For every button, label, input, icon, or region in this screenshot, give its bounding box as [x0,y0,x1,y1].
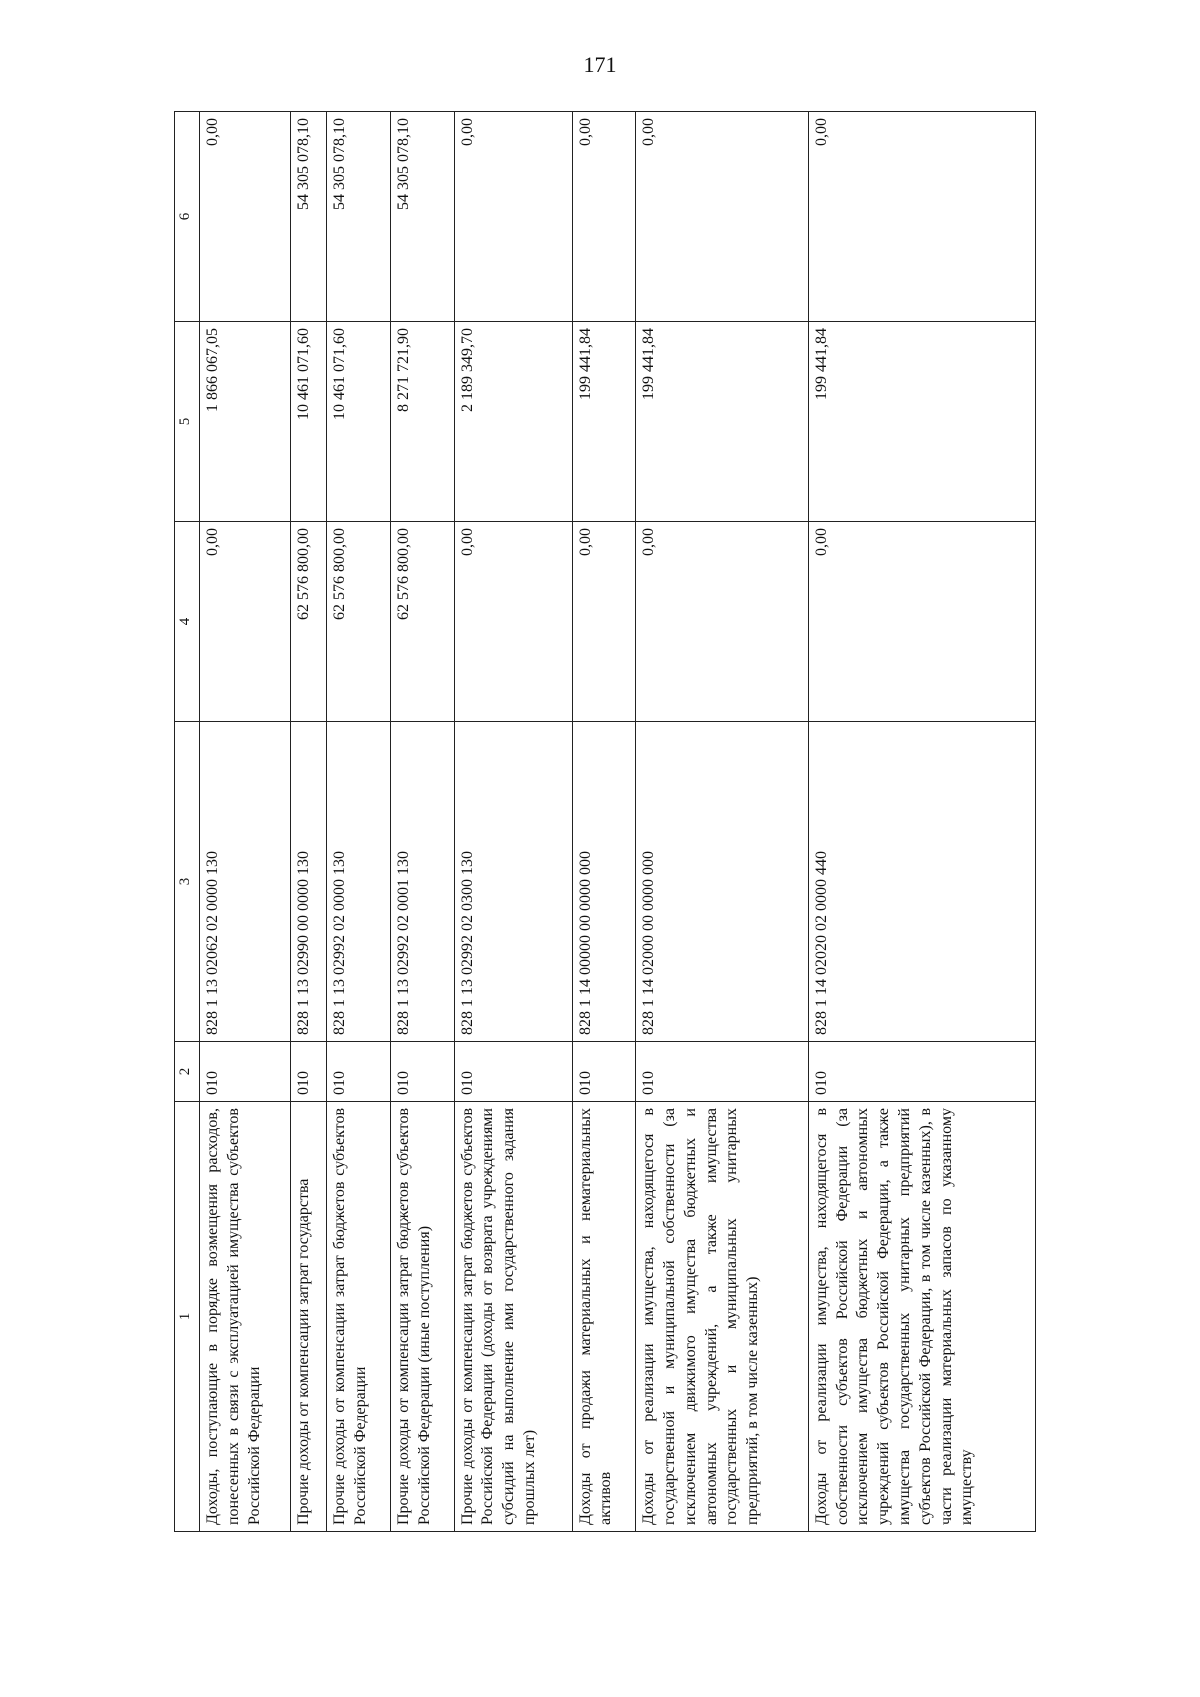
row-name: Прочие доходы от компенсации затрат бюджетов субъектов Российской Федерации (доходы от возврата учреждениями субсидий на выполнение ими государственного задания прошлых лет) [454,1102,572,1532]
row-executed: 199 441,84 [572,322,636,522]
row-unexecuted: 54 305 078,10 [290,112,326,322]
row-budget-code: 828 1 14 02000 00 0000 000 [636,722,809,1042]
row-line-code: 010 [327,1042,391,1102]
row-name: Прочие доходы от компенсации затрат государства [290,1102,326,1532]
table-row [572,112,636,1532]
row-unexecuted: 54 305 078,10 [390,112,454,322]
row-budget-code: 828 1 13 02062 02 0000 130 [200,722,291,1042]
row-unexecuted: 0,00 [200,112,291,322]
row-executed: 199 441,84 [808,322,1035,522]
row-unexecuted: 0,00 [636,112,809,322]
row-executed: 8 271 721,90 [390,322,454,522]
row-line-code: 010 [390,1042,454,1102]
table-row [327,112,391,1532]
row-name: Доходы, поступающие в порядке возмещения расходов, понесенных в связи с эксплуатацией имущества субъектов Российской Федерации [200,1102,291,1532]
table-row [200,112,291,1532]
row-unexecuted: 0,00 [454,112,572,322]
column-header-1: 1 [175,1102,200,1532]
row-line-code: 010 [636,1042,809,1102]
row-name: Прочие доходы от компенсации затрат бюджетов субъектов Российской Федерации (иные поступления) [390,1102,454,1532]
row-approved: 0,00 [808,522,1035,722]
row-line-code: 010 [200,1042,291,1102]
row-unexecuted: 0,00 [808,112,1035,322]
row-unexecuted: 0,00 [572,112,636,322]
column-header-3: 3 [175,722,200,1042]
row-budget-code: 828 1 14 00000 00 0000 000 [572,722,636,1042]
table-row [454,112,572,1532]
row-name: Доходы от реализации имущества, находящегося в собственности субъектов Российской Федерации (за исключением имущества бюджетных и автономных учреждений субъектов Российской Федерации, а также имущества государственных унитарных предприятий субъектов Российской Федерации, в том числе казенных), в части реализации материальных запасов по указанному имуществу [808,1102,1035,1532]
row-executed: 2 189 349,70 [454,322,572,522]
table-row [290,112,326,1532]
row-approved: 62 576 800,00 [327,522,391,722]
row-budget-code: 828 1 13 02992 02 0300 130 [454,722,572,1042]
row-approved: 0,00 [572,522,636,722]
table-row [636,112,809,1532]
row-name: Доходы от продажи материальных и нематериальных активов [572,1102,636,1532]
row-name: Доходы от реализации имущества, находящегося в государственной и муниципальной собственности (за исключением движимого имущества бюджетных и автономных учреждений, а также имущества государственных и муниципальных унитарных предприятий, в том числе казенных) [636,1102,809,1532]
row-approved: 62 576 800,00 [390,522,454,722]
row-name: Прочие доходы от компенсации затрат бюджетов субъектов Российской Федерации [327,1102,391,1532]
row-executed: 199 441,84 [636,322,809,522]
table-row [808,112,1035,1532]
column-header-4: 4 [175,522,200,722]
row-approved: 0,00 [454,522,572,722]
row-approved: 0,00 [200,522,291,722]
row-budget-code: 828 1 13 02990 00 0000 130 [290,722,326,1042]
revenue-table [174,111,1036,1532]
row-line-code: 010 [572,1042,636,1102]
table-row [390,112,454,1532]
column-header-6: 6 [175,112,200,322]
table-rotated-container [174,112,1036,1532]
row-line-code: 010 [454,1042,572,1102]
page-number: 171 [583,52,617,77]
row-budget-code: 828 1 13 02992 02 0000 130 [327,722,391,1042]
row-executed: 10 461 071,60 [327,322,391,522]
row-budget-code: 828 1 13 02992 02 0001 130 [390,722,454,1042]
row-line-code: 010 [290,1042,326,1102]
column-header-5: 5 [175,322,200,522]
column-header-2: 2 [175,1042,200,1102]
row-executed: 10 461 071,60 [290,322,326,522]
row-unexecuted: 54 305 078,10 [327,112,391,322]
header-row [175,112,200,1532]
row-line-code: 010 [808,1042,1035,1102]
row-budget-code: 828 1 14 02020 02 0000 440 [808,722,1035,1042]
row-approved: 0,00 [636,522,809,722]
row-approved: 62 576 800,00 [290,522,326,722]
row-executed: 1 866 067,05 [200,322,291,522]
